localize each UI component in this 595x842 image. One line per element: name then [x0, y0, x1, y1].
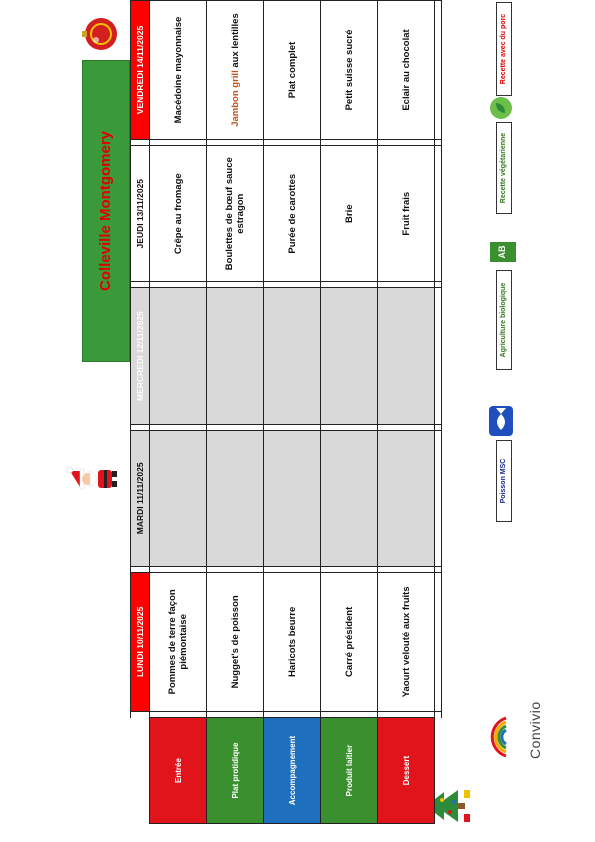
footer-cell — [435, 572, 442, 711]
category-entree: Entrée — [150, 718, 207, 824]
menu-footer-row — [435, 1, 442, 824]
spacer-cell — [435, 140, 442, 146]
spacer-cell — [321, 140, 378, 146]
page-title-text: Colleville Montgomery — [97, 130, 114, 292]
dish-cell: Carré président — [321, 572, 378, 711]
spacer-cell — [131, 140, 150, 146]
spacer-cell — [207, 424, 264, 430]
spacer-cell — [435, 566, 442, 572]
footer-cell — [435, 288, 442, 424]
spacer-cell — [321, 711, 378, 717]
spacer-cell — [321, 566, 378, 572]
spacer-cell — [435, 282, 442, 288]
spacer-cell — [378, 711, 435, 717]
dish-cell: Brie — [321, 146, 378, 282]
menu-row-produit-laitier — [321, 1, 378, 824]
legend-porc: Recette avec du porc — [496, 2, 512, 96]
dish-text: aux lentilles — [229, 13, 241, 71]
footer-cell — [435, 1, 442, 140]
msc-fish-icon — [489, 406, 518, 436]
vegetarian-leaf-icon — [489, 96, 518, 120]
dish-cell: Nugget's de poisson — [207, 572, 264, 711]
menu-row-accompagnement — [264, 1, 321, 824]
spacer-cell — [207, 566, 264, 572]
spacer-cell — [264, 566, 321, 572]
spacer-cell — [321, 282, 378, 288]
spacer-cell — [435, 424, 442, 430]
legend-veg: Recette végétarienne — [496, 122, 512, 214]
category-produit-laitier: Produit laitier — [321, 718, 378, 824]
dish-cell: Haricots beurre — [264, 572, 321, 711]
ab-bio-logo-icon — [490, 242, 521, 262]
dish-cell: Boulettes de bœuf sauce estragon — [207, 146, 264, 282]
spacer-cell — [150, 282, 207, 288]
menu-table — [130, 0, 442, 824]
dish-cell-empty — [207, 288, 264, 424]
dish-cell: Petit suisse sucré — [321, 1, 378, 140]
dish-cell-empty — [207, 431, 264, 567]
spacer-cell — [131, 566, 150, 572]
day-header-monday: LUNDI 10/11/2025 — [131, 572, 150, 711]
spacer-cell — [264, 282, 321, 288]
menu-row-entree — [150, 1, 207, 824]
spacer-cell — [321, 424, 378, 430]
dish-cell: Fruit frais — [378, 146, 435, 282]
convivio-logo-text: Convivio — [527, 701, 543, 759]
dish-cell-empty — [264, 288, 321, 424]
day-header-wednesday: MERCREDI 12/11/2025 — [131, 288, 150, 424]
corner-cell — [131, 718, 150, 824]
footer-cell — [435, 146, 442, 282]
category-dessert: Dessert — [378, 718, 435, 824]
spacer-cell — [207, 282, 264, 288]
menu-row-dessert — [378, 1, 435, 824]
christmas-ornament-icon — [80, 14, 125, 54]
svg-text:AB: AB — [497, 245, 507, 259]
spacer-cell — [150, 424, 207, 430]
dish-cell: Pommes de terre façon piémontaise — [150, 572, 207, 711]
spacer-cell — [378, 140, 435, 146]
dish-cell-empty — [150, 431, 207, 567]
page-title — [82, 60, 130, 362]
dish-cell-empty — [378, 431, 435, 567]
dish-cell-friday-main — [207, 1, 264, 140]
menu-row-plat-protidique — [207, 1, 264, 824]
spacer-cell — [150, 711, 207, 717]
dish-cell-empty — [264, 431, 321, 567]
dish-cell-empty — [150, 288, 207, 424]
dish-cell: Eclair au chocolat — [378, 1, 435, 140]
day-header-row — [131, 1, 150, 824]
day-header-tuesday: MARDI 11/11/2025 — [131, 431, 150, 567]
spacer-cell — [264, 711, 321, 717]
spacer-cell — [435, 711, 442, 717]
spacer-cell — [264, 424, 321, 430]
footer-spacer — [435, 718, 442, 824]
dish-cell-empty — [378, 288, 435, 424]
footer-cell — [435, 431, 442, 567]
spacer-cell — [131, 711, 150, 717]
dish-cell: Yaourt velouté aux fruits — [378, 572, 435, 711]
pork-dish-highlight: Jambon grill — [229, 70, 241, 127]
spacer-cell — [378, 566, 435, 572]
spacer-cell — [264, 140, 321, 146]
category-plat-protidique: Plat protidique — [207, 718, 264, 824]
spacer-cell — [150, 140, 207, 146]
legend-msc: Poisson MSC — [496, 440, 512, 522]
spacer-cell — [207, 711, 264, 717]
legend-bio: Agriculture biologique — [496, 270, 512, 370]
santa-claus-icon — [66, 463, 123, 497]
spacer-cell — [378, 282, 435, 288]
spacer-cell — [207, 140, 264, 146]
dish-cell: Purée de carottes — [264, 146, 321, 282]
spacer-cell — [131, 282, 150, 288]
day-header-friday: VENDREDI 14/11/2025 — [131, 1, 150, 140]
day-header-thursday: JEUDI 13/11/2025 — [131, 146, 150, 282]
category-accompagnement: Accompagnement — [264, 718, 321, 824]
dish-cell: Plat complet — [264, 1, 321, 140]
dish-cell-empty — [321, 431, 378, 567]
spacer-cell — [131, 424, 150, 430]
spacer-cell — [378, 424, 435, 430]
spacer-cell — [150, 566, 207, 572]
dish-cell: Macédoine mayonnaise — [150, 1, 207, 140]
dish-cell: Crêpe au fromage — [150, 146, 207, 282]
dish-cell-empty — [321, 288, 378, 424]
